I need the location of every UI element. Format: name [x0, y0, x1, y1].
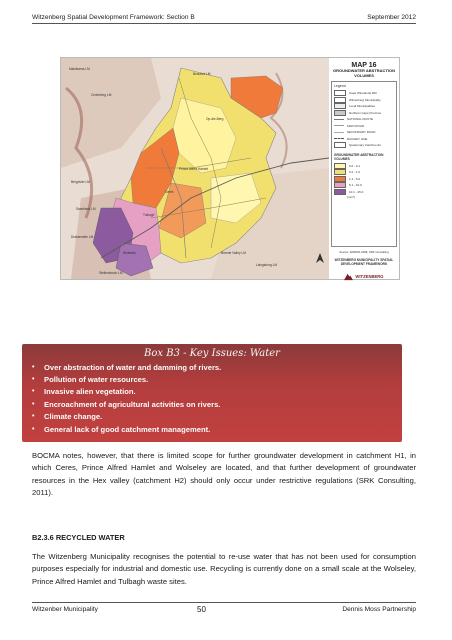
legend-item: Quaternary Catchments [334, 142, 394, 149]
volume-swatch [334, 176, 346, 182]
list-item: • Pollution of water resources. [32, 375, 149, 385]
map-image [61, 58, 329, 279]
legend-swatch [334, 90, 346, 96]
footer-divider [32, 602, 416, 603]
list-item: • Encroachment of agricultural activities on rivers. [32, 399, 221, 409]
framework-title: WITZENBERG MUNICIPALITY SPATIAL DEVELOPMENT FRAMEWORK [334, 258, 394, 267]
legend-swatch [334, 103, 346, 109]
label-matzikama: Matzikama LM [69, 67, 90, 71]
header-date: September 2012 [367, 14, 416, 21]
header-divider [32, 23, 416, 24]
map-figure [60, 57, 400, 280]
legend-swatch [334, 97, 346, 103]
label-stellenbosch: Stellenbosch LM [99, 271, 123, 275]
volume-swatch [334, 163, 346, 169]
legend-line [334, 119, 344, 120]
footer-author: Dennis Moss Partnership [342, 606, 416, 613]
map-sidebar [331, 60, 397, 280]
legend-line [334, 138, 344, 139]
label-bergrivier: Bergrivier LM [71, 180, 90, 184]
section-heading: B2.3.6 RECYCLED WATER [32, 533, 125, 542]
legend-item: MAIN ROAD [334, 123, 394, 130]
legend-item: Cape Winelands DM [334, 90, 394, 97]
legend-swatch [334, 142, 346, 148]
logo-mountain-icon [344, 272, 353, 281]
paragraph-bocma: BOCMA notes, however, that there is limited scope for further groundwater development in catchment H1, in which Ceres, Prince Alfred Hamlet and Wolseley are located, and that further development of groundwater resources in the Hex valley (catchment H2) should only occur under restrictive regulations (SRK Consulting, 2011). [32, 451, 416, 498]
key-issues-list [32, 361, 221, 435]
bullet-icon: • [32, 413, 35, 421]
list-item: • Invasive alien vegetation. [32, 387, 136, 397]
map-subtitle: GROUNDWATER ABSTRACTION VOLUMES [333, 68, 395, 78]
volume-item: 5.1 - 10.0 [334, 182, 394, 189]
page-number: 50 [197, 605, 206, 614]
list-item: • General lack of good catchment management. [32, 424, 211, 434]
box-title: Box B3 - Key Issues: Water [144, 348, 280, 359]
label-wolseley: Wolseley [123, 251, 136, 255]
label-breede: Breede Valley LM [221, 251, 246, 255]
footer-municipality: Witzenber Municipality [32, 606, 98, 613]
logo-text: WITZENBERG [355, 274, 384, 280]
page-footer [32, 606, 416, 613]
paragraph-recycled: The Witzenberg Municipality recognises the potential to re-use water that has not been used for consumption purposes especially for industrial and domestic use. Recycling is currently done on a small scale at the Wolseley, Prince Alfred Hamlet and Tulbagh waste sites. [32, 552, 416, 586]
volume-item: 1.1 - 5.0 [334, 176, 394, 183]
volume-swatch [334, 169, 346, 175]
volume-swatch [334, 182, 346, 188]
label-drakenstein: Drakenstein LM [71, 235, 94, 239]
legend-item: Local Municipalities [334, 103, 394, 110]
legend-item: Northern Cape Province [334, 110, 394, 117]
witzenberg-logo [331, 270, 397, 283]
legend-title: Legend [334, 84, 346, 89]
label-pah: Prince Alfred Hamlet [179, 167, 209, 171]
volume-swatch [334, 189, 346, 195]
volume-unit: (mm³) [347, 195, 355, 200]
legend-line [334, 125, 344, 126]
label-laingsburg: Laingsburg LM [256, 263, 278, 267]
map-legend [331, 81, 397, 247]
key-issues-box [22, 344, 402, 442]
list-item: • Climate change. [32, 412, 103, 422]
label-swartland: Swartland LM [76, 207, 96, 211]
legend-line [334, 132, 344, 133]
legend-item: SECONDARY ROAD [334, 129, 394, 136]
label-opdieberg: Op-die-Berg [206, 117, 224, 121]
label-tulbagh: Tulbagh [143, 213, 155, 217]
volume-item: 0.2 - 1.0 [334, 169, 394, 176]
volume-item: 0.0 - 0.1 [334, 163, 394, 170]
volume-heading: GROUNDWATER ABSTRACTION VOLUMES [334, 152, 384, 161]
label-cederberg: Cederberg LM [91, 93, 112, 97]
map-source: Source: WARMS 2008, SRK Consulting [339, 250, 389, 255]
label-beaufort: Beaufort LM [193, 72, 211, 76]
label-ceres: Ceres [165, 190, 174, 194]
legend-item: Witzenberg Municipality [334, 97, 394, 104]
bullet-icon: • [32, 363, 35, 371]
legend-swatch [334, 110, 346, 116]
bullet-icon: • [32, 388, 35, 396]
bullet-icon: • [32, 425, 35, 433]
list-item: • Over abstraction of water and damming of rivers. [32, 362, 222, 372]
header-title: Witzenberg Spatial Development Framework: Section B [32, 14, 195, 21]
volume-item: 10.1 - 25.0 [334, 189, 394, 196]
bullet-icon: • [32, 376, 35, 384]
map-title: MAP 16 [351, 62, 377, 69]
legend-item: RAILWAY LINE [334, 136, 394, 143]
legend-item: NATIONAL ROUTE [334, 116, 394, 123]
bullet-icon: • [32, 400, 35, 408]
page-header [32, 14, 416, 21]
